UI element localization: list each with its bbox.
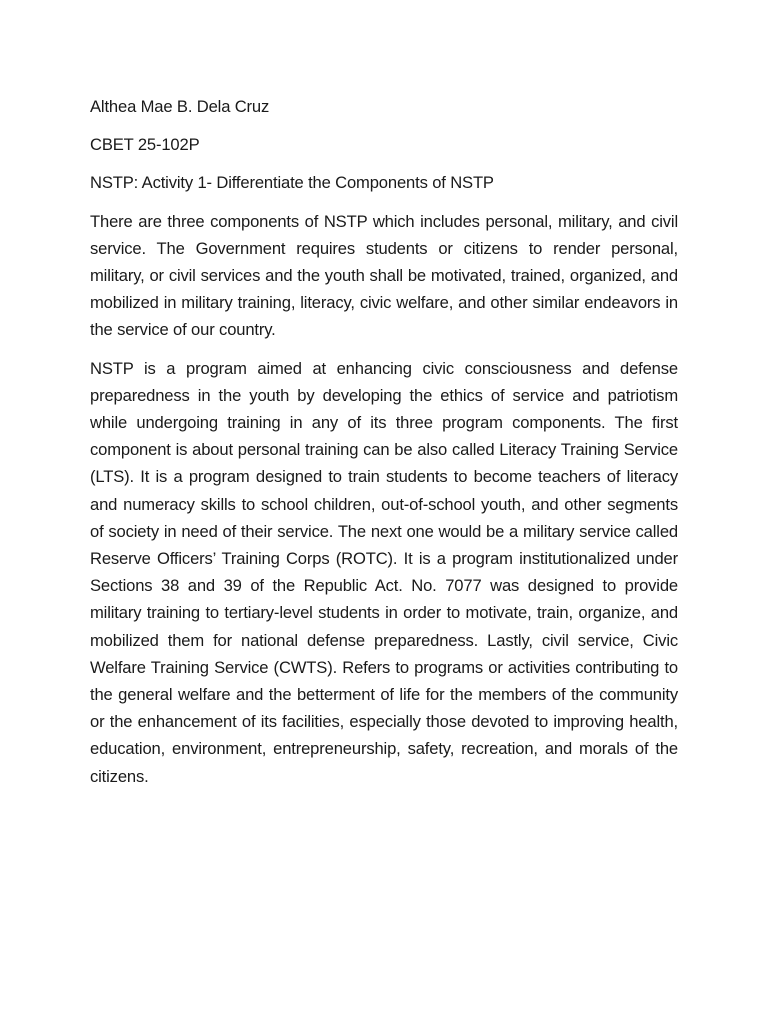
section-code: CBET 25-102P bbox=[90, 135, 200, 155]
paragraph-components-overview: There are three components of NSTP which includes personal, military, and civil service. The Government requires students or citizens to render personal, military, or civil services and the youth shall be motivated, trained, organized, and mobilized in military training, literacy, civic welfare, and other similar endeavors in the service of our country. bbox=[90, 211, 678, 340]
activity-title: NSTP: Activity 1- Differentiate the Components of NSTP bbox=[90, 173, 494, 193]
document-body bbox=[90, 93, 678, 801]
spacer bbox=[90, 158, 678, 169]
spacer bbox=[90, 197, 678, 208]
paragraph-components-detail: NSTP is a program aimed at enhancing civic consciousness and defense preparedness in the youth by developing the ethics of service and patriotism while undergoing training in any of its three program components. The first component is about personal training can be also called Literacy Training Service (LTS). It is a program designed to train students to become teachers of literacy and numeracy skills to school children, out-of-school youth, and other segments of society in need of their service. The next one would be a military service called Reserve Officers’ Training Corps (ROTC). It is a program institutionalized under Sections 38 and 39 of the Republic Act. No. 7077 was designed to provide military training to tertiary-level students in order to motivate, train, organize, and mobilized them for national defense preparedness. Lastly, civil service, Civic Welfare Training Service (CWTS). Refers to programs or activities contributing to the general welfare and the betterment of life for the members of the community or the enhancement of its facilities, especially those devoted to improving health, education, environment, entrepreneurship, safety, recreation, and morals of the citizens. bbox=[90, 358, 678, 786]
spacer bbox=[90, 120, 678, 131]
author-name: Althea Mae B. Dela Cruz bbox=[90, 97, 270, 116]
